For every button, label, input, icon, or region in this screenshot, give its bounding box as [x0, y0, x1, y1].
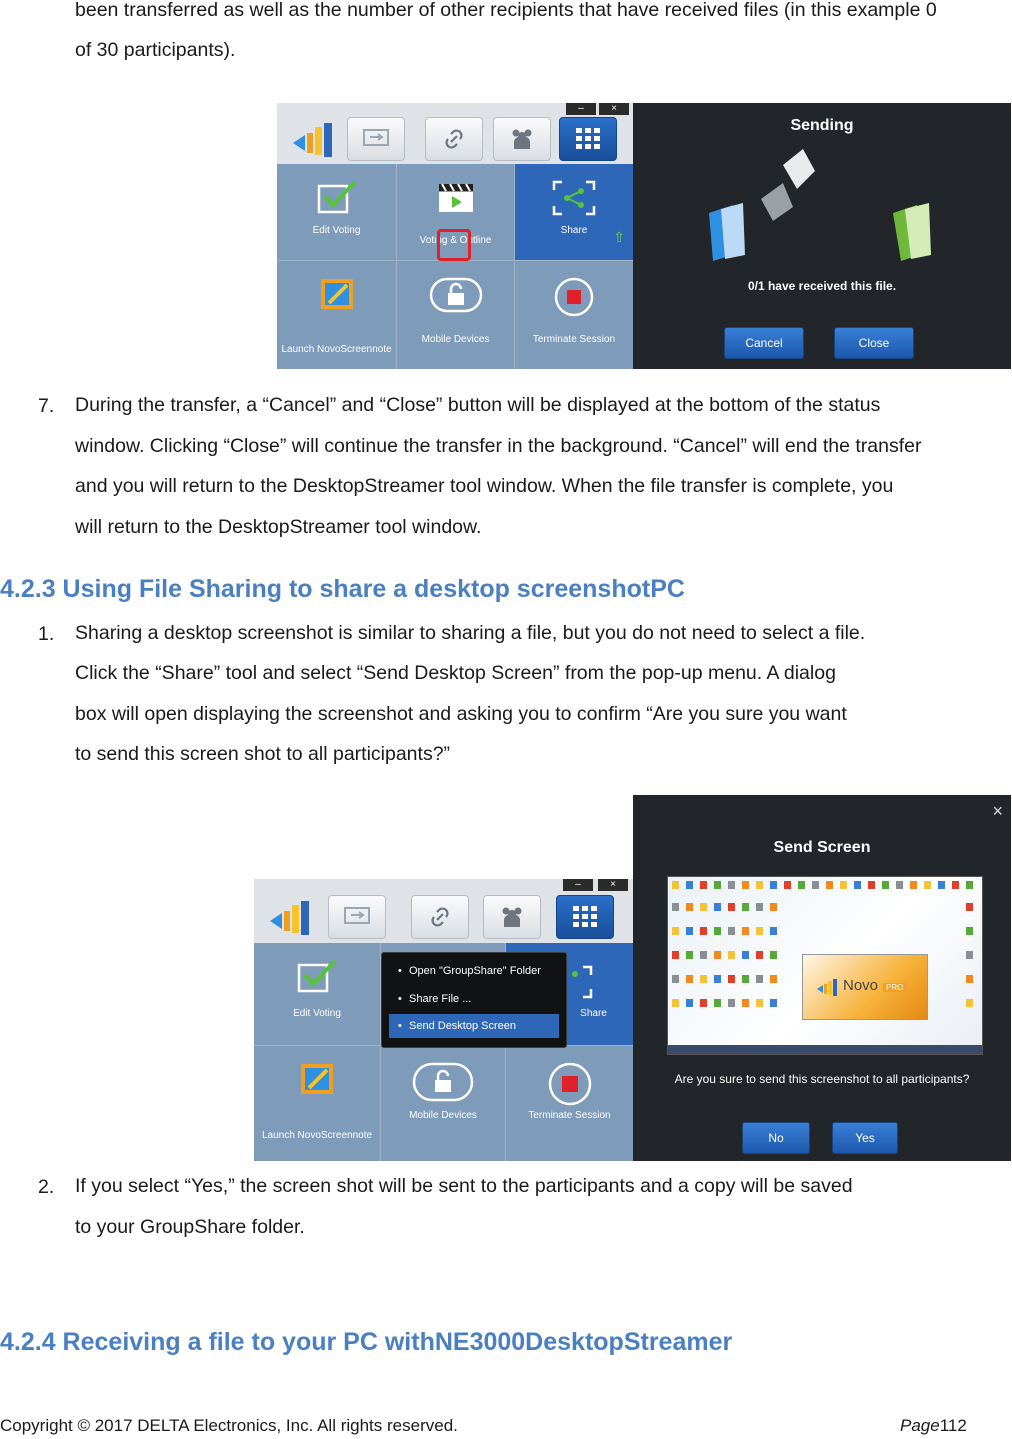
stop-icon — [554, 277, 594, 320]
desktop-file-icon — [868, 881, 875, 889]
desktop-file-icon — [770, 903, 777, 911]
desktop-file-icon — [714, 951, 721, 959]
desktop-file-icon — [714, 975, 721, 983]
desktop-file-icon — [756, 975, 763, 983]
novo-logo-text: Novo — [843, 977, 879, 994]
participants-icon[interactable] — [483, 895, 541, 939]
tool-panel — [277, 103, 633, 369]
desktop-file-icon — [686, 975, 693, 983]
desktop-file-icon — [882, 881, 889, 889]
desktop-file-icon — [714, 903, 721, 911]
tile-label: Terminate Session — [532, 334, 616, 345]
step-7-line-1: During the transfer, a “Cancel” and “Close” button will be displayed at the bottom of the status — [75, 394, 881, 416]
desktop-file-icon — [966, 999, 973, 1007]
novo-logo-icon — [268, 899, 312, 942]
close-window-button[interactable]: × — [599, 103, 629, 115]
desktop-file-icon — [672, 903, 679, 911]
screen-mirror-icon[interactable] — [347, 117, 405, 161]
desktop-file-icon — [742, 903, 749, 911]
step-2-line-1: If you select “Yes,” the screen shot will be sent to the participants and a copy will be saved — [75, 1175, 853, 1197]
tile-label: Share — [560, 225, 588, 236]
desktop-file-icon — [938, 881, 945, 889]
step-7-line-2: window. Clicking “Close” will continue the transfer in the background. “Cancel” will end the transfer — [75, 435, 922, 457]
desktop-file-icon — [700, 951, 707, 959]
yes-button[interactable]: Yes — [832, 1122, 898, 1154]
desktop-file-icon — [700, 903, 707, 911]
desktop-file-icon — [966, 881, 973, 889]
desktop-file-icon — [854, 881, 861, 889]
desktop-file-icon — [700, 881, 707, 889]
desktop-file-icon — [756, 999, 763, 1007]
footer-copyright: Copyright © 2017 DELTA Electronics, Inc. All rights reserved. — [0, 1416, 458, 1435]
dialog-title: Send Screen — [773, 839, 871, 856]
transfer-animation-icon — [703, 143, 943, 268]
desktop-file-icon — [966, 951, 973, 959]
step-7-line-3: and you will return to the DesktopStreamer tool window. When the file transfer is complete, you — [75, 475, 894, 497]
dialog-title: Sending — [790, 117, 854, 134]
desktop-file-icon — [742, 951, 749, 959]
tile-terminate-session[interactable] — [506, 1046, 633, 1161]
desktop-file-icon — [686, 927, 693, 935]
clapperboard-icon — [438, 182, 474, 217]
desktop-file-icon — [672, 881, 679, 889]
desktop-file-icon — [966, 903, 973, 911]
tile-edit-voting[interactable] — [254, 943, 381, 1046]
desktop-file-icon — [812, 881, 819, 889]
footer-page — [900, 1416, 967, 1436]
menu-item-share-file[interactable]: • Share File ... — [389, 987, 559, 1011]
share-icon — [563, 965, 593, 1002]
novo-logo-icon — [291, 121, 335, 164]
desktop-file-icon — [784, 881, 791, 889]
taskbar — [668, 1045, 982, 1054]
desktop-file-icon — [686, 951, 693, 959]
desktop-file-icon — [700, 927, 707, 935]
no-button[interactable]: No — [742, 1122, 810, 1154]
stop-icon — [548, 1062, 592, 1109]
minimize-button[interactable]: – — [566, 103, 596, 115]
tile-label: Share — [580, 1008, 607, 1019]
desktop-file-icon — [742, 975, 749, 983]
desktop-file-icon — [742, 881, 749, 889]
up-arrow-icon: ⇧ — [613, 229, 625, 245]
lock-icon — [412, 1062, 474, 1105]
toolbar — [277, 103, 633, 164]
tile-mobile-devices[interactable] — [381, 1046, 506, 1161]
desktop-file-icon — [756, 951, 763, 959]
screennote-icon — [299, 1062, 335, 1099]
desktop-file-icon — [966, 975, 973, 983]
desktop-file-icon — [728, 903, 735, 911]
desktop-file-icon — [686, 999, 693, 1007]
tile-terminate-session[interactable] — [515, 261, 633, 369]
tile-label: Edit Voting — [293, 1008, 341, 1019]
desktop-file-icon — [700, 975, 707, 983]
share-popup-menu — [381, 952, 567, 1048]
desktop-file-icon — [770, 975, 777, 983]
desktop-file-icon — [700, 999, 707, 1007]
desktop-file-icon — [728, 881, 735, 889]
grid-menu-icon[interactable] — [556, 895, 614, 939]
tile-voting-outline[interactable] — [397, 164, 515, 261]
desktop-file-icon — [742, 927, 749, 935]
tile-edit-voting[interactable] — [277, 164, 397, 261]
section-heading-4-2-3: 4.2.3 Using File Sharing to share a desktop screenshotPC — [0, 575, 685, 603]
desktop-file-icon — [966, 927, 973, 935]
minimize-button[interactable]: – — [563, 879, 593, 891]
cancel-button[interactable]: Cancel — [724, 327, 804, 359]
step-2-number: 2. — [38, 1176, 55, 1198]
participants-icon[interactable] — [493, 117, 551, 161]
tile-launch-novoscreennote[interactable] — [254, 1046, 381, 1161]
desktop-file-icon — [672, 927, 679, 935]
desktop-file-icon — [952, 881, 959, 889]
tile-label: Terminate Session — [528, 1110, 611, 1121]
desktop-file-icon — [672, 951, 679, 959]
intro-line-2: of 30 participants). — [75, 39, 236, 61]
desktop-file-icon — [840, 881, 847, 889]
step-7-number: 7. — [38, 395, 55, 417]
highlight-marker — [437, 229, 471, 261]
desktop-file-icon — [770, 999, 777, 1007]
desktop-file-icon — [728, 999, 735, 1007]
link-icon[interactable] — [411, 895, 469, 939]
desktop-file-icon — [896, 881, 903, 889]
tile-label: Launch NovoScreennote — [261, 1130, 373, 1141]
share-icon — [552, 180, 596, 219]
tile-share[interactable] — [515, 164, 633, 261]
link-icon[interactable] — [425, 117, 483, 161]
menu-item-open-groupshare-folder[interactable]: • Open "GroupShare" Folder — [389, 959, 559, 983]
desktop-file-icon — [770, 927, 777, 935]
tile-label: Voting & Outline — [419, 235, 492, 246]
tile-mobile-devices[interactable] — [397, 261, 515, 369]
novo-logo-icon — [817, 979, 839, 1002]
grid-menu-icon[interactable] — [559, 117, 617, 161]
desktop-file-icon — [756, 903, 763, 911]
tile-launch-novoscreennote[interactable] — [277, 261, 397, 369]
desktop-file-icon — [686, 881, 693, 889]
checkbox-icon — [317, 180, 357, 217]
step-7-line-4: will return to the DesktopStreamer tool window. — [75, 516, 482, 538]
close-window-button[interactable]: × — [598, 879, 628, 891]
menu-item-send-desktop-screen[interactable]: • Send Desktop Screen — [389, 1014, 559, 1038]
intro-line-1: been transferred as well as the number of other recipients that have received files (in this example 0 — [75, 0, 937, 21]
sending-dialog — [633, 103, 1011, 369]
desktop-file-icon — [770, 951, 777, 959]
lock-icon — [429, 277, 483, 316]
confirm-question: Are you sure to send this screenshot to all participants? — [674, 1072, 970, 1086]
page-number: 112 — [939, 1416, 967, 1435]
tile-label: Mobile Devices — [409, 1110, 477, 1121]
desktop-file-icon — [714, 999, 721, 1007]
desktop-file-icon — [910, 881, 917, 889]
tile-label: Mobile Devices — [421, 334, 490, 345]
section-heading-4-2-4: 4.2.4 Receiving a file to your PC withNE3000DesktopStreamer — [0, 1328, 733, 1356]
close-button[interactable]: Close — [834, 327, 914, 359]
novo-pro-splash — [802, 954, 928, 1020]
screennote-icon — [319, 277, 355, 314]
desktop-file-icon — [924, 881, 931, 889]
transfer-status: 0/1 have received this file. — [747, 279, 897, 293]
step-1-line-3: box will open displaying the screenshot and asking you to confirm “Are you sure you want — [75, 703, 847, 725]
desktop-file-icon — [756, 881, 763, 889]
desktop-file-icon — [742, 999, 749, 1007]
close-icon[interactable]: × — [992, 801, 1003, 821]
step-1-number: 1. — [38, 623, 55, 645]
screen-mirror-icon[interactable] — [328, 895, 386, 939]
desktop-file-icon — [686, 903, 693, 911]
step-2-line-2: to your GroupShare folder. — [75, 1216, 305, 1238]
desktop-file-icon — [728, 927, 735, 935]
tile-label: Launch NovoScreennote — [281, 344, 392, 355]
desktop-file-icon — [798, 881, 805, 889]
toolbar — [254, 879, 633, 943]
step-1-line-4: to send this screen shot to all participants?” — [75, 743, 451, 765]
desktop-file-icon — [714, 881, 721, 889]
pro-badge: PRO — [883, 983, 906, 992]
desktop-file-icon — [770, 881, 777, 889]
page-label: Page — [900, 1416, 940, 1435]
desktop-file-icon — [756, 927, 763, 935]
checkbox-icon — [297, 959, 337, 996]
desktop-file-icon — [826, 881, 833, 889]
step-1-line-1: Sharing a desktop screenshot is similar to sharing a file, but you do not need to select a file. — [75, 622, 866, 644]
desktop-file-icon — [728, 951, 735, 959]
desktop-file-icon — [672, 975, 679, 983]
desktop-file-icon — [728, 975, 735, 983]
desktop-file-icon — [672, 999, 679, 1007]
step-1-line-2: Click the “Share” tool and select “Send Desktop Screen” from the pop-up menu. A dialog — [75, 662, 836, 684]
desktop-file-icon — [714, 927, 721, 935]
tile-label: Edit Voting — [312, 225, 361, 236]
